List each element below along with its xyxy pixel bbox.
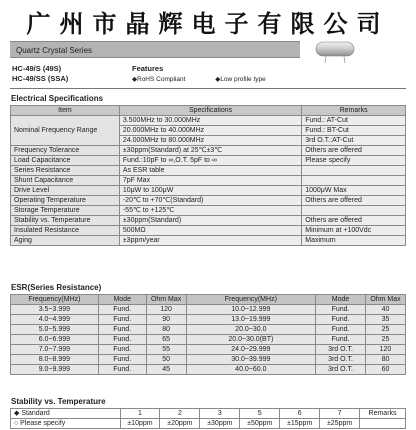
table-row: [11, 146, 406, 156]
esr-cell: 7.0~7.999: [11, 345, 99, 355]
esr-cell: 90: [146, 315, 186, 325]
spec-item: Operating Temperature: [11, 196, 120, 206]
col-item: Item: [11, 106, 120, 116]
spec-remark: 1000μW Max: [302, 186, 406, 196]
esr-cell: 8.0~8.999: [11, 355, 99, 365]
col-ohm-max: Ohm Max: [365, 295, 405, 305]
esr-table: [10, 294, 406, 375]
electrical-spec-table: [10, 105, 406, 246]
table-row: [11, 419, 406, 429]
esr-cell: 55: [146, 345, 186, 355]
spec-item: Load Capacitance: [11, 156, 120, 166]
remarks-header: Remarks: [360, 409, 406, 419]
esr-cell: 24.0~29.999: [186, 345, 316, 355]
spec-value: -55℃ to +125℃: [119, 206, 301, 216]
table-row: [11, 186, 406, 196]
col-remarks: Remarks: [302, 106, 406, 116]
stability-code: 3: [200, 409, 240, 419]
spec-remark: Fund.: AT-Cut: [302, 116, 406, 126]
esr-cell: 40.0~60.0: [186, 365, 316, 375]
company-name: 广州市晶辉电子有限公司: [26, 9, 390, 38]
feature-list: [132, 75, 294, 83]
table-header: [11, 106, 406, 116]
esr-cell: 25: [365, 335, 405, 345]
esr-cell: 60: [365, 365, 405, 375]
esr-cell: 6.0~6.999: [11, 335, 99, 345]
spec-remark: Please specify: [302, 156, 406, 166]
table-row: [11, 365, 406, 375]
spec-value: Fund.:10pF to ∞,O.T. 5pF to ∞: [119, 156, 301, 166]
table-row: [11, 335, 406, 345]
model-49s: HC-49/S (49S): [12, 64, 62, 73]
esr-cell: Fund.: [98, 315, 146, 325]
electrical-title: Electrical Specifications: [11, 94, 104, 103]
esr-cell: Fund.: [316, 315, 366, 325]
esr-cell: 40: [365, 305, 405, 315]
spec-remark: [302, 206, 406, 216]
esr-cell: 50: [146, 355, 186, 365]
esr-cell: 4.0~4.999: [11, 315, 99, 325]
esr-cell: 9.0~9.999: [11, 365, 99, 375]
esr-cell: 3rd O.T.: [316, 355, 366, 365]
stability-value: ±30ppm: [200, 419, 240, 429]
esr-cell: 13.0~19.999: [186, 315, 316, 325]
stability-code: 7: [320, 409, 360, 419]
remarks-cell: [360, 419, 406, 429]
spec-remark: [302, 166, 406, 176]
esr-cell: Fund.: [98, 365, 146, 375]
spec-remark: [302, 176, 406, 186]
table-row: [11, 206, 406, 216]
table-row: [11, 116, 406, 126]
table-row: [11, 196, 406, 206]
esr-cell: 3.5~3.999: [11, 305, 99, 315]
esr-cell: 65: [146, 335, 186, 345]
table-row: [11, 176, 406, 186]
stability-value: ±15ppm: [280, 419, 320, 429]
spec-item: Insulated Resistance: [11, 226, 120, 236]
col-frequency: Frequency(MHz): [186, 295, 316, 305]
table-row: [11, 355, 406, 365]
spec-value: ±30ppm(Standard) at 25℃±3℃: [119, 146, 301, 156]
spec-value: -20℃ to +70℃(Standard): [119, 196, 301, 206]
table-row: [11, 226, 406, 236]
spec-item: Storage Temperature: [11, 206, 120, 216]
esr-cell: 45: [146, 365, 186, 375]
spec-item: Frequency Tolerance: [11, 146, 120, 156]
esr-cell: 20.0~30.0(BT): [186, 335, 316, 345]
spec-value: ±30ppm(Standard): [119, 216, 301, 226]
nominal-frequency-label: Nominal Frequency Range: [11, 116, 120, 146]
esr-cell: 3rd O.T.: [316, 365, 366, 375]
spec-remark: 3rd O.T.:AT-Cut: [302, 136, 406, 146]
stability-code: 2: [160, 409, 200, 419]
spec-value: 24.000MHz to 80.000MHz: [119, 136, 301, 146]
esr-title: ESR(Series Resistance): [11, 283, 102, 292]
spec-remark: Fund.: BT-Cut: [302, 126, 406, 136]
spec-remark: Others are offered: [302, 146, 406, 156]
spec-value: 3.500MHz to 30.000MHz: [119, 116, 301, 126]
table-row: [11, 166, 406, 176]
spec-remark: Others are offered: [302, 216, 406, 226]
spec-item: Aging: [11, 236, 120, 246]
table-row: [11, 216, 406, 226]
stability-value: ±25ppm: [320, 419, 360, 429]
esr-cell: Fund.: [98, 345, 146, 355]
col-specifications: Specifications: [119, 106, 301, 116]
stability-value: ±20ppm: [160, 419, 200, 429]
feature-rohs: ◆RoHS Compliant: [132, 76, 186, 83]
stability-title: Stability vs. Temperature: [11, 397, 106, 406]
spec-value: As ESR table: [119, 166, 301, 176]
spec-value: 20.000MHz to 40.000MHz: [119, 126, 301, 136]
col-mode: Mode: [316, 295, 366, 305]
please-specify-label: ○ Please specify: [11, 419, 121, 429]
esr-cell: Fund.: [316, 325, 366, 335]
stability-code: 1: [120, 409, 160, 419]
model-list: [12, 64, 68, 84]
esr-cell: 5.0~5.999: [11, 325, 99, 335]
esr-cell: 80: [146, 325, 186, 335]
series-label-bar: Quartz Crystal Series: [10, 41, 300, 58]
stability-value: ±50ppm: [240, 419, 280, 429]
esr-cell: 20.0~30.0: [186, 325, 316, 335]
crystal-image: [312, 38, 358, 64]
spec-remark: Maximum: [302, 236, 406, 246]
esr-cell: 80: [365, 355, 405, 365]
esr-cell: 120: [146, 305, 186, 315]
table-row: [11, 305, 406, 315]
esr-cell: Fund.: [316, 335, 366, 345]
esr-cell: Fund.: [98, 325, 146, 335]
table-row: [11, 325, 406, 335]
esr-cell: 120: [365, 345, 405, 355]
standard-label: ◆ Standard: [11, 409, 121, 419]
esr-cell: 25: [365, 325, 405, 335]
spec-item: Drive Level: [11, 186, 120, 196]
spec-item: Series Resistance: [11, 166, 120, 176]
col-ohm-max: Ohm Max: [146, 295, 186, 305]
esr-cell: Fund.: [316, 305, 366, 315]
stability-value: ±10ppm: [120, 419, 160, 429]
model-49ss: HC-49/SS (SSA): [12, 74, 69, 83]
spec-remark: Minimum at +100Vdc: [302, 226, 406, 236]
table-row: [11, 345, 406, 355]
feature-low-profile: ◆Low profile type: [215, 76, 266, 83]
esr-cell: 3rd O.T.: [316, 345, 366, 355]
table-header: [11, 295, 406, 305]
table-row: [11, 156, 406, 166]
spec-value: ±3ppm/year: [119, 236, 301, 246]
table-row: [11, 236, 406, 246]
spec-value: 500MΩ: [119, 226, 301, 236]
spec-value: 7pF Max: [119, 176, 301, 186]
stability-table: [10, 408, 406, 429]
col-mode: Mode: [98, 295, 146, 305]
features-title: Features: [132, 64, 164, 73]
col-frequency: Frequency(MHz): [11, 295, 99, 305]
spec-value: 10μW to 100μW: [119, 186, 301, 196]
esr-cell: Fund.: [98, 305, 146, 315]
esr-cell: Fund.: [98, 355, 146, 365]
esr-cell: 10.0~12.999: [186, 305, 316, 315]
esr-cell: 35: [365, 315, 405, 325]
table-row: [11, 315, 406, 325]
table-row: [11, 409, 406, 419]
divider: [10, 88, 406, 89]
spec-remark: Others are offered: [302, 196, 406, 206]
esr-cell: Fund.: [98, 335, 146, 345]
stability-code: 6: [280, 409, 320, 419]
stability-code: 5: [240, 409, 280, 419]
esr-cell: 30.0~39.999: [186, 355, 316, 365]
spec-item: Shunt Capacitance: [11, 176, 120, 186]
spec-item: Stability vs. Temperature: [11, 216, 120, 226]
